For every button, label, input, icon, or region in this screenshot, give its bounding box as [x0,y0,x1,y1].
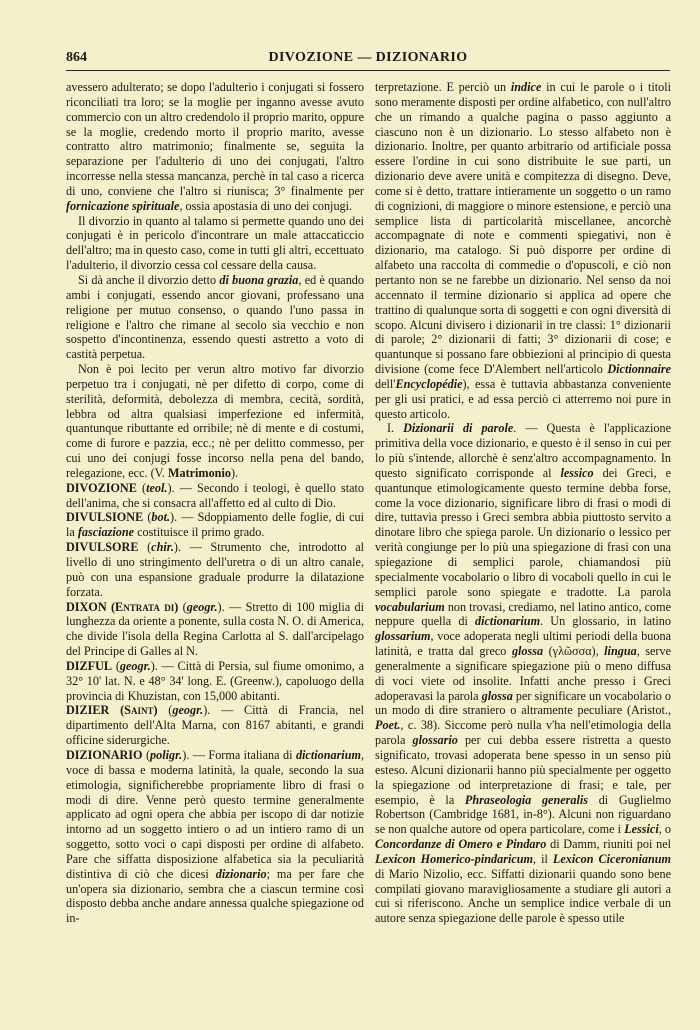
emphasis-text: lessico [560,465,594,480]
text-run: per cui debba essere ristretta a questo significato, trovasi adoperata bene spesso in un senso più esteso. Alcuni dizionarii hanno più specialmente per oggetto la spiegazione od interpretazione di frasi; e tale, per esempio, è la [375,733,671,807]
text-run: ). — Città di Persia, sul fiume omonimo, a 32° 10' lat. N. e 48° 34' long. E. (Greenw.), capoluogo della provincia di Khuzistan, con 15,000 abitanti. [66,658,364,703]
dictionary-entry [66,540,364,599]
text-run: (γλῶσσα), [543,644,605,659]
text-run: avessero adulterato; se dopo l'adulterio i conjugati si fossero riconciliati tra loro; se la moglie per inganno avesse avuto commercio con un altro credendolo il proprio marito, oppure se la moglie, credendo morto il proprio marito, avesse contratto altro matrimonio; finalmente se, seguita la separazione per l'adulterio di uno dei conjugati, l'altro incorresse nella stessa mancanza, perchè in tal caso a ricerca di uno, conviene che l'altro si riunisca; 3° finalmente per [66,80,364,198]
text-run: dell' [375,376,396,391]
emphasis-text: geogr. [186,599,218,614]
paragraph [66,214,364,273]
text-run: , ossia apostasia di uno dei conjugi. [179,198,353,213]
text-run: , voce di bassa e moderna latinità, la quale, secondo la sua etimologia, significherebbe propriamente libro di frasi o modi di dire. Venne però questo termine generalmente applicato ad ogni opera che abbia per iscopo di dar notizie intorno ad un soggetto intiero o ad un intiero ramo di un soggetto, sotto voci o capi disposti per ordine di alfabeto. Pare che siffatta disposizione alfabetica sia la peculiarità distintiva di ciò che dicesi [66,747,364,881]
paragraph [66,362,364,481]
page-number: 864 [66,50,87,65]
paragraph [66,80,364,214]
emphasis-text: Lessici [624,822,659,837]
text-run: , o [658,822,671,837]
entry-headword: DIVULSORE [66,540,139,555]
emphasis-text: vocabularium [375,599,445,614]
emphasis-text: Lexicon Homerico-pindaricum [375,851,534,866]
page-header [66,50,670,68]
emphasis-text: bot. [151,510,171,525]
emphasis-text: Encyclopédie [395,376,463,391]
text-run: di Guglielmo Robertson (Cambridge 1681, in-8°). Alcuni non riguardano se non qualche autore od opera particolare, come i [375,792,671,837]
text-run: dei Greci, e quantunque etimologicamente questo termine debba forse, come la voce dizionario, significare libro di frasi o modi di dire, tuttavia presso i Greci sembra abbia piuttosto servito a dinotare libro che spiega parole. Un dizionario o lessico per verità congiunge per lo più una spiegazione di frasi con una spiegazione di semplici parole, chiamandosi più specialmente vocabolario o libro di vocaboli quello in cui le semplici parole sono spiegate e tradotte. La parola [375,465,671,599]
dictionary-entry [66,703,364,748]
emphasis-text: Poet. [375,718,401,733]
paragraph [375,421,671,926]
text-run: terpretazione. E perciò un [375,80,511,94]
dictionary-entry [66,600,364,659]
dictionary-entry [66,748,364,926]
text-run: ( [178,599,187,614]
text-run: ), essa è tuttavia abbastanza conveniente per gli usi pratici, e ad essa perciò ci atterremo noi pure in questo articolo. [375,376,671,421]
left-column [66,80,364,1020]
dictionary-entry [66,510,364,540]
text-run: , il [533,851,553,866]
text-run: ). [230,465,239,480]
text-run: , ed è quando ambi i conjugati, essendo ancor giovani, professano una religione per mutuo consenso, o quando l'uno passa in religione e l'altro che rimane al secolo sia vecchio e non sospetto d'incontinenza, essendo questi astretto a voto di castità perpetua. [66,272,364,362]
emphasis-text: fasciazione [77,525,135,540]
text-run: ). — Secondo i teologi, è quello stato dell'anima, che si consacra all'affetto ed al culto di Dio. [66,480,364,510]
text-run: , c. 38). Siccome però nulla v'ha nell'etimologia della parola [375,718,671,748]
emphasis-text: dizionario [215,866,267,881]
entry-headword: DIZIONARIO [66,747,143,762]
text-run: ( [138,540,152,555]
emphasis-text: di buona grazia [219,272,299,287]
text-run: . Un glossario, in latino [540,614,671,629]
dictionary-entry [66,659,364,704]
emphasis-text: dictionarium [475,614,541,629]
emphasis-text: indice [510,80,542,94]
text-run: per significare un vocabolario o un modo di dire straniero o altramente peculiare (Aristot., [375,688,671,718]
emphasis-text: dictionarium [295,747,361,762]
text-run: Si dà anche il divorzio detto [78,272,220,287]
text-run: ( [142,747,151,762]
paragraph [375,80,671,421]
dictionary-entry [66,481,364,511]
text-run: ). — Forma italiana di [182,747,296,762]
emphasis-text: chir. [151,540,174,555]
emphasis-text: Matrimonio [167,465,231,480]
text-run: ( [143,510,152,525]
header-rule [66,70,670,71]
text-run: ( [112,658,120,673]
text-run: Il divorzio in quanto al talamo si permette quando uno dei conjugati è in pericolo d'incontrare un male attaccaticcio dell'altro; ma in questo caso, come in tutti gli altri, eccettuato l'adulterio, il divorzio cessa col cessare della causa. [66,213,364,273]
text-run: non trovasi, crediamo, nel latino antico, come neppure quella di [375,599,671,629]
text-run: . — Questa è l'applicazione primitiva della voce dizionario, e questo è il senso in cui per lo più s'intende, allorchè è senz'altro accompagnamento. In questo significato corrisponde al [375,421,671,480]
text-run: costituisce il primo grado. [134,525,265,540]
entry-headword: DIZIER (Saint) [66,703,158,718]
running-title: DIVOZIONE — DIZIONARIO [268,50,468,65]
emphasis-text: glossa [511,644,544,659]
emphasis-text: Dizionarii di parole [403,421,514,436]
emphasis-text: fornicazione spirituale [66,198,180,213]
entry-headword: DIVULSIONE [66,510,144,525]
entry-headword: DIXON (Entrata di) [66,599,179,614]
emphasis-text: glossa [481,688,513,703]
text-run: , serve generalmente a significare spiegazione più o meno diffusa di voci viete od insolite. Infatti anche presso i Greci adoperavasi la parola [375,644,671,703]
text-run: ; ma per fare che un'opera sia dizionario, sembra che a ciascun termine così disposto debba anche andare annessa qualche spiegazione od in- [66,866,364,926]
emphasis-text: lingua [604,644,637,659]
emphasis-text: Dictionnaire [607,362,671,377]
emphasis-text: teol. [146,480,168,495]
text-run: ). — Sdoppiamento delle foglie, di cui la [66,510,364,540]
entry-headword: DIZFUL [66,658,113,673]
emphasis-text: Phraseologia generalis [464,792,589,807]
emphasis-text: Concordanze di Omero e Pindaro [375,837,547,852]
text-run: ). — Stretto di 100 miglia di lunghezza da oriente a ponente, sulla costa N. O. di America, che divide l'isola della Regina Carlotta al S. dall'arcipelago del Principe di Galles al N. [66,599,364,659]
text-run: ( [136,480,147,495]
text-run: di Mario Nizolio, ecc. Siffatti dizionarii quando sono bene compilati giovano maravigliosamente a studiare gli autori a cui si riferiscono. Anche un semplice indice verbale di un autore senza spiegazione delle parole è spesso utile [375,866,671,926]
emphasis-text: Lexicon Ciceronianum [552,851,671,866]
emphasis-text: geogr. [119,658,151,673]
text-run: in cui le parole o i titoli sono meramente disposti per ordine alfabetico, con null'altro che un rimando a qualche pagina o passo aggiunto a ciascuno non è un dizionario. Lo stesso alfabeto non è dizionario. Inoltre, per quanto arbitrario od artificiale possa essere l'ordine in cui sono distribuite le sue parti, un dizionario deve avere unità e compitezza di disegno. Deve, come si è detto, trattare intieramente un soggetto o un ramo di cognizioni, di maggiore o minore estensione, e perciò una semplice lista di particolarità miscellanee, ancorchè accompagnate di note e commenti spiegativi, non è dizionario, ma catalogo. Si può disporre per ordine di alfabeto una raccolta di commedie o d'opuscoli, e ciò non pertanto non se ne farebbe un dizionario. Nel senso da noi accennato il termine dizionario si applica ad opere che trattino di qualunque sorta di soggetti e con ogni diversità di scopo. Alcuni divisero i dizionarii in tre classi: 1° dizionarii di parole; 2° dizionarii di fatti; 3° dizionarii di cose; e quantunque si possano fare obbiezioni al principio di questa divisione (come fece D'Alembert nell'articolo [375,80,671,377]
text-run: I. [387,421,404,436]
text-run: di Damm, riuniti poi nel [546,837,671,852]
emphasis-text: geogr. [172,703,204,718]
text-run: , voce adoperata negli ultimi periodi della buona latinità, e tratta dal greco [375,629,671,659]
right-column [375,80,671,1020]
text-run: ). — Strumento che, introdotto al livello di uno stringimento dell'uretra o di un altro canale, può con una espansione graduale produrre la dilatazione forzata. [66,540,364,599]
entry-headword: DIVOZIONE [66,480,137,495]
text-run: ( [157,703,173,718]
text-run: Non è poi lecito per verun altro motivo far divorzio perpetuo tra i conjugati, nè per difetto di corpo, come di sterilità, deformità, debolezza di membra, cecità, sordità, lebbra od altra qualsiasi imperfezione ed infermità, quantunque ributtante ed orribile; nè di mente e di costumi, come di furore e pazzia, ecc.; nè per delitto commesso, per cui uno dei conjugi fosse incorso nella pena del bando, relegazione, ecc. (V. [66,362,364,480]
emphasis-text: glossarium [375,629,431,644]
text-run: ). — Città di Francia, nel dipartimento dell'Alta Marna, con 8167 abitanti, e grandi officine siderurgiche. [66,703,364,748]
emphasis-text: glossario [412,733,458,748]
emphasis-text: poligr. [150,747,183,762]
paragraph [66,273,364,362]
